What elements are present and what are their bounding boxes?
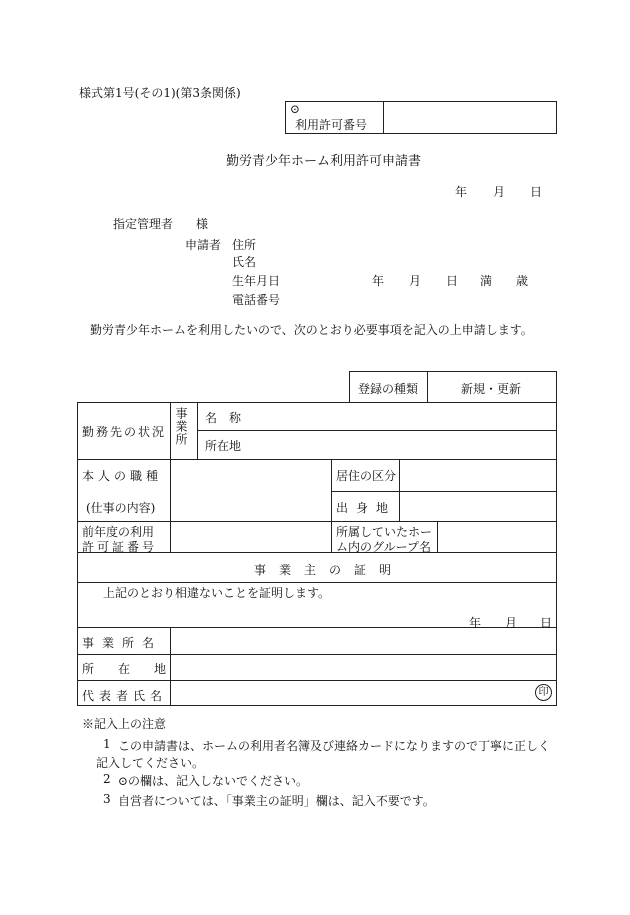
birth-month-unit: 月	[409, 274, 422, 288]
applicant-phone-label: 電話番号	[232, 293, 281, 307]
application-statement: 勤労青少年ホームを利用したいので、次のとおり必要事項を記入の上申請します。	[90, 323, 533, 337]
notes-title: ※記入上の注意	[82, 717, 167, 731]
applicant-label: 申請者	[185, 238, 222, 252]
registration-type-value[interactable]: 新規・更新	[461, 382, 522, 396]
registration-type-label: 登録の種類	[358, 382, 419, 396]
permit-number-field[interactable]	[387, 106, 553, 130]
office-name-field[interactable]	[255, 405, 553, 427]
note-1-number: 1	[103, 737, 111, 751]
date-month: 月	[493, 185, 506, 199]
circle-dot-icon: ⊙	[290, 102, 301, 116]
residence-category-field[interactable]	[403, 463, 553, 487]
office-name-row-field[interactable]	[174, 630, 553, 651]
job-type-label: 本人の職種	[82, 469, 163, 483]
applicant-name-label: 氏名	[232, 255, 257, 269]
cert-date-day: 日	[540, 616, 553, 630]
applicant-address-label: 住所	[232, 238, 257, 252]
date-year: 年	[455, 185, 468, 199]
hometown-label: 出身地	[336, 501, 397, 515]
office-name-row-label: 事業所名	[82, 636, 163, 650]
date-day: 日	[530, 185, 543, 199]
applicant-birth-label: 生年月日	[232, 274, 281, 288]
prev-permit-label-line2: 許可証番号	[82, 540, 158, 554]
addressee-label: 指定管理者	[113, 217, 174, 231]
addressee-honorific: 様	[196, 217, 209, 231]
cert-statement: 上記のとおり相違ないことを証明します。	[103, 586, 331, 600]
note-1-line2: 記入してください。	[96, 756, 205, 770]
note-2-line1: ⊙の欄は、記入しないでください。	[118, 774, 309, 788]
permit-number-label: 利用許可番号	[295, 118, 368, 132]
representative-name-label: 代表者氏名	[82, 689, 168, 703]
cert-date-year: 年	[469, 616, 482, 630]
group-name-field[interactable]	[441, 524, 553, 549]
birth-age-unit: 歳	[516, 274, 529, 288]
office-location-field[interactable]	[255, 433, 553, 455]
birth-day-unit: 日	[446, 274, 459, 288]
prev-permit-label-line1: 前年度の利用	[82, 525, 155, 539]
birth-full-unit: 満	[480, 274, 493, 288]
form-title: 勤労青少年ホーム利用許可申請書	[226, 154, 422, 169]
note-2-number: 2	[103, 772, 111, 786]
note-1-line1: この申請書は、ホームの利用者名簿及び連絡カードになりますので丁寧に正しく	[118, 739, 551, 753]
form-style-number: 様式第1号(その1)(第3条関係)	[79, 86, 241, 100]
representative-name-field[interactable]	[174, 683, 524, 704]
office-vertical-label: 事業所	[174, 407, 188, 446]
employer-cert-title: 事業主の証明	[254, 563, 405, 577]
note-3-number: 3	[103, 792, 111, 806]
job-type-field[interactable]	[174, 463, 327, 517]
group-label-line2: ム内のグループ名	[336, 540, 432, 554]
group-label-line1: 所属していたホー	[336, 525, 433, 539]
cert-date-month: 月	[505, 616, 518, 630]
office-location-label: 所在地	[205, 439, 242, 453]
note-3-line1: 自営者については、「事業主の証明」欄は、記入不要です。	[118, 794, 435, 808]
office-name-label: 名 称	[205, 411, 242, 425]
residence-category-label: 居住の区分	[336, 469, 397, 483]
workplace-status-label: 勤務先の状況	[82, 425, 167, 439]
prev-permit-field[interactable]	[174, 524, 327, 549]
hometown-field[interactable]	[403, 495, 553, 517]
seal-mark-icon: 印	[535, 684, 552, 701]
office-address-row-label: 所在地	[82, 662, 191, 676]
job-content-label: (仕事の内容)	[86, 501, 156, 515]
birth-year-unit: 年	[372, 274, 385, 288]
office-address-row-field[interactable]	[174, 657, 553, 678]
